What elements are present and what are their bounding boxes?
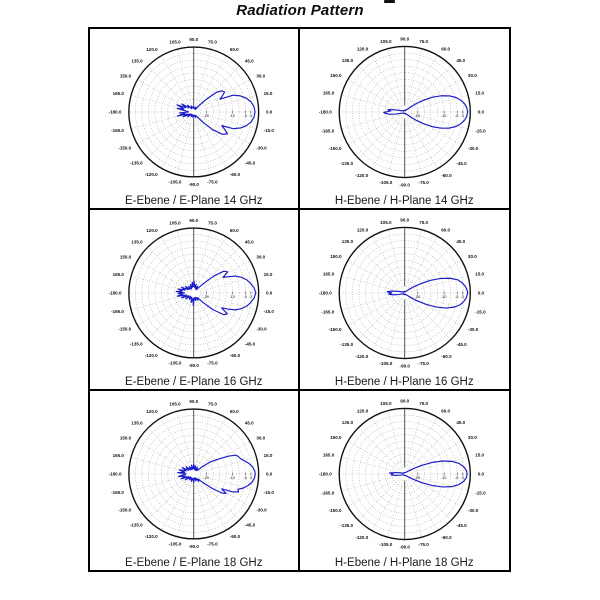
svg-text:-5: -5: [243, 112, 247, 118]
svg-text:-120.0: -120.0: [144, 534, 158, 540]
svg-text:120.0: 120.0: [146, 227, 158, 233]
svg-text:-105.0: -105.0: [378, 361, 392, 367]
svg-text:-120.0: -120.0: [354, 534, 368, 540]
svg-text:-20: -20: [203, 474, 210, 480]
svg-text:-165.0: -165.0: [111, 490, 124, 496]
svg-text:-165.0: -165.0: [320, 309, 334, 315]
svg-text:135.0: 135.0: [341, 57, 353, 63]
svg-text:-75.0: -75.0: [207, 179, 218, 185]
svg-text:-45.0: -45.0: [455, 161, 467, 167]
svg-text:135.0: 135.0: [131, 58, 143, 64]
svg-text:-120.0: -120.0: [144, 172, 158, 178]
svg-text:-75.0: -75.0: [417, 542, 429, 548]
svg-text:-120.0: -120.0: [354, 353, 368, 359]
svg-text:105.0: 105.0: [379, 401, 392, 407]
svg-text:-150.0: -150.0: [118, 507, 132, 513]
svg-text:165.0: 165.0: [322, 271, 334, 277]
polar-plot-e-plane-16ghz: [90, 210, 298, 371]
svg-text:105.0: 105.0: [169, 39, 181, 45]
svg-text:75.0: 75.0: [208, 39, 217, 45]
svg-text:120.0: 120.0: [356, 408, 368, 414]
svg-text:-135.0: -135.0: [339, 523, 353, 529]
svg-text:-20: -20: [413, 112, 420, 118]
svg-text:30.0: 30.0: [467, 73, 477, 79]
svg-text:-5: -5: [243, 474, 247, 480]
svg-text:150.0: 150.0: [329, 435, 342, 441]
page-title: Radiation Pattern: [236, 2, 364, 19]
svg-text:60.0: 60.0: [440, 408, 450, 414]
svg-text:-15.0: -15.0: [474, 490, 486, 496]
svg-text:75.0: 75.0: [208, 220, 217, 226]
svg-text:120.0: 120.0: [146, 46, 158, 52]
svg-text:15.0: 15.0: [263, 271, 273, 277]
svg-text:105.0: 105.0: [379, 220, 392, 226]
svg-text:165.0: 165.0: [112, 90, 124, 96]
svg-text:45.0: 45.0: [455, 238, 465, 244]
svg-text:120.0: 120.0: [356, 46, 368, 52]
plot-caption: H-Ebene / H-Plane 18 GHz: [334, 557, 474, 569]
svg-text:-30.0: -30.0: [256, 507, 267, 513]
svg-text:-20: -20: [203, 293, 210, 299]
svg-text:165.0: 165.0: [322, 452, 334, 458]
svg-text:-3: -3: [459, 293, 464, 299]
plot-cell-e-plane-14ghz: [90, 29, 300, 210]
svg-text:15.0: 15.0: [474, 90, 484, 96]
svg-text:15.0: 15.0: [474, 271, 484, 277]
svg-text:105.0: 105.0: [379, 39, 392, 45]
svg-text:150.0: 150.0: [119, 435, 132, 441]
svg-text:-90.0: -90.0: [399, 363, 410, 369]
svg-text:-150.0: -150.0: [118, 145, 132, 151]
radial-tick-labels: [203, 291, 253, 298]
svg-text:15.0: 15.0: [263, 90, 273, 96]
radiation-pattern-table: [88, 27, 511, 572]
svg-text:-45.0: -45.0: [455, 523, 467, 529]
svg-text:30.0: 30.0: [467, 435, 477, 441]
svg-text:-90.0: -90.0: [399, 182, 410, 188]
svg-text:-30.0: -30.0: [256, 145, 267, 151]
svg-text:75.0: 75.0: [418, 39, 428, 45]
plot-cell-e-plane-16ghz: [90, 210, 300, 391]
svg-text:-60.0: -60.0: [440, 353, 452, 359]
svg-text:-180.0: -180.0: [108, 109, 122, 115]
svg-text:-30.0: -30.0: [467, 327, 478, 333]
svg-text:-105.0: -105.0: [168, 360, 182, 366]
svg-text:150.0: 150.0: [329, 254, 342, 260]
svg-text:-120.0: -120.0: [144, 353, 158, 359]
plot-caption: H-Ebene / H-Plane 14 GHz: [334, 195, 474, 207]
svg-text:-15.0: -15.0: [263, 490, 274, 496]
radial-tick-labels: [414, 472, 464, 480]
plot-cell-h-plane-16ghz: [300, 210, 510, 391]
polar-plot-e-plane-14ghz: [90, 29, 298, 190]
svg-text:-10: -10: [440, 293, 446, 299]
svg-text:-60.0: -60.0: [229, 353, 241, 359]
plot-cell-h-plane-18ghz: [300, 391, 510, 570]
svg-text:-180.0: -180.0: [108, 290, 122, 296]
svg-text:45.0: 45.0: [244, 420, 254, 426]
svg-text:120.0: 120.0: [146, 408, 158, 414]
svg-text:135.0: 135.0: [341, 419, 353, 425]
svg-text:-180.0: -180.0: [318, 471, 332, 477]
svg-text:75.0: 75.0: [418, 220, 428, 226]
svg-text:-5: -5: [454, 112, 458, 118]
svg-text:-5: -5: [243, 293, 247, 299]
svg-text:150.0: 150.0: [119, 254, 132, 260]
svg-text:150.0: 150.0: [329, 73, 342, 79]
svg-text:-105.0: -105.0: [378, 542, 392, 548]
svg-text:-165.0: -165.0: [111, 128, 124, 134]
svg-text:-10: -10: [440, 474, 446, 480]
svg-text:60.0: 60.0: [229, 408, 239, 414]
svg-text:135.0: 135.0: [341, 238, 353, 244]
svg-text:-105.0: -105.0: [168, 179, 182, 185]
svg-text:45.0: 45.0: [244, 239, 254, 245]
svg-text:60.0: 60.0: [229, 227, 239, 233]
svg-text:-90.0: -90.0: [188, 362, 199, 368]
svg-text:-15.0: -15.0: [263, 309, 274, 315]
svg-text:-135.0: -135.0: [339, 342, 353, 348]
svg-text:60.0: 60.0: [229, 46, 239, 52]
svg-text:-135.0: -135.0: [129, 341, 143, 347]
svg-text:45.0: 45.0: [455, 57, 465, 63]
plot-caption: E-Ebene / E-Plane 16 GHz: [125, 376, 263, 388]
svg-text:-45.0: -45.0: [244, 341, 256, 347]
svg-text:-90.0: -90.0: [399, 544, 410, 550]
radial-tick-labels: [414, 110, 464, 118]
svg-text:-3: -3: [248, 293, 253, 299]
svg-text:165.0: 165.0: [322, 90, 334, 96]
svg-text:-15.0: -15.0: [474, 309, 486, 315]
svg-text:-75.0: -75.0: [417, 180, 429, 186]
svg-text:135.0: 135.0: [131, 420, 143, 426]
svg-text:-180.0: -180.0: [318, 290, 332, 296]
plot-caption: E-Ebene / E-Plane 14 GHz: [125, 195, 263, 207]
svg-text:0.0: 0.0: [266, 290, 273, 296]
svg-text:150.0: 150.0: [119, 73, 132, 79]
svg-text:30.0: 30.0: [256, 254, 266, 260]
polar-plot-h-plane-16ghz: [300, 210, 510, 371]
svg-text:75.0: 75.0: [208, 401, 217, 407]
plot-caption: H-Ebene / H-Plane 16 GHz: [334, 376, 474, 388]
svg-text:-180.0: -180.0: [108, 471, 122, 477]
plot-cell-e-plane-18ghz: [90, 391, 300, 570]
svg-text:-150.0: -150.0: [328, 508, 342, 514]
svg-text:-135.0: -135.0: [129, 522, 143, 528]
svg-text:-120.0: -120.0: [354, 172, 368, 178]
svg-text:-20: -20: [413, 474, 420, 480]
svg-text:-180.0: -180.0: [318, 109, 332, 115]
polar-plot-h-plane-14ghz: [300, 29, 510, 190]
svg-text:45.0: 45.0: [244, 58, 254, 64]
svg-text:-105.0: -105.0: [168, 541, 182, 547]
svg-text:105.0: 105.0: [169, 401, 181, 407]
svg-text:-60.0: -60.0: [440, 534, 452, 540]
polar-plot-e-plane-18ghz: [90, 391, 298, 552]
svg-text:-3: -3: [459, 474, 464, 480]
svg-text:-5: -5: [454, 293, 458, 299]
svg-text:-15.0: -15.0: [263, 128, 274, 134]
svg-text:90.0: 90.0: [399, 217, 409, 223]
svg-text:-60.0: -60.0: [229, 534, 241, 540]
svg-text:-90.0: -90.0: [188, 543, 199, 549]
svg-text:0.0: 0.0: [477, 109, 484, 115]
svg-text:-75.0: -75.0: [207, 541, 218, 547]
svg-text:90.0: 90.0: [189, 37, 199, 43]
svg-text:-10: -10: [229, 112, 236, 118]
svg-text:-20: -20: [413, 293, 420, 299]
svg-text:-5: -5: [454, 474, 458, 480]
svg-text:0.0: 0.0: [477, 290, 484, 296]
plot-caption: E-Ebene / E-Plane 18 GHz: [125, 557, 263, 569]
svg-text:120.0: 120.0: [356, 227, 368, 233]
svg-text:105.0: 105.0: [169, 220, 181, 226]
svg-text:-135.0: -135.0: [339, 161, 353, 167]
svg-text:-10: -10: [440, 112, 446, 118]
svg-text:-75.0: -75.0: [207, 360, 218, 366]
svg-text:-20: -20: [203, 112, 210, 118]
svg-text:-45.0: -45.0: [244, 160, 256, 166]
svg-text:90.0: 90.0: [189, 218, 199, 224]
svg-text:-30.0: -30.0: [256, 326, 267, 332]
svg-text:75.0: 75.0: [418, 401, 428, 407]
svg-text:45.0: 45.0: [455, 419, 465, 425]
svg-text:-10: -10: [229, 474, 236, 480]
svg-text:-90.0: -90.0: [188, 181, 199, 187]
svg-text:15.0: 15.0: [474, 452, 484, 458]
svg-text:30.0: 30.0: [256, 435, 266, 441]
svg-text:90.0: 90.0: [399, 398, 409, 404]
svg-text:-165.0: -165.0: [320, 128, 334, 134]
svg-text:-150.0: -150.0: [328, 327, 342, 333]
svg-text:-165.0: -165.0: [320, 490, 334, 496]
svg-text:30.0: 30.0: [256, 73, 266, 79]
svg-text:-60.0: -60.0: [229, 172, 241, 178]
radial-tick-labels: [203, 472, 253, 479]
svg-text:-165.0: -165.0: [111, 309, 124, 315]
svg-text:-105.0: -105.0: [378, 180, 392, 186]
svg-text:60.0: 60.0: [440, 227, 450, 233]
svg-text:-3: -3: [248, 112, 253, 118]
svg-text:-3: -3: [459, 112, 464, 118]
svg-text:90.0: 90.0: [399, 36, 409, 42]
svg-text:165.0: 165.0: [112, 452, 124, 458]
svg-text:-45.0: -45.0: [244, 522, 256, 528]
svg-text:-15.0: -15.0: [474, 128, 486, 134]
svg-text:-30.0: -30.0: [467, 146, 478, 152]
svg-text:165.0: 165.0: [112, 271, 124, 277]
svg-text:-60.0: -60.0: [440, 172, 452, 178]
svg-text:-135.0: -135.0: [129, 160, 143, 166]
svg-text:135.0: 135.0: [131, 239, 143, 245]
svg-text:0.0: 0.0: [266, 471, 273, 477]
polar-plot-h-plane-18ghz: [300, 391, 510, 552]
svg-text:0.0: 0.0: [266, 109, 273, 115]
svg-text:-150.0: -150.0: [118, 326, 132, 332]
plot-cell-h-plane-14ghz: [300, 29, 510, 210]
svg-text:-30.0: -30.0: [467, 508, 478, 514]
svg-text:-75.0: -75.0: [417, 361, 429, 367]
radial-tick-labels: [414, 291, 464, 299]
svg-text:60.0: 60.0: [440, 46, 450, 52]
svg-text:-3: -3: [248, 474, 253, 480]
svg-text:-10: -10: [229, 293, 236, 299]
svg-text:15.0: 15.0: [263, 452, 273, 458]
svg-text:90.0: 90.0: [189, 399, 199, 405]
radial-tick-labels: [203, 110, 253, 117]
svg-text:0.0: 0.0: [477, 471, 484, 477]
svg-text:30.0: 30.0: [467, 254, 477, 260]
svg-text:-150.0: -150.0: [328, 146, 342, 152]
svg-text:-45.0: -45.0: [455, 342, 467, 348]
